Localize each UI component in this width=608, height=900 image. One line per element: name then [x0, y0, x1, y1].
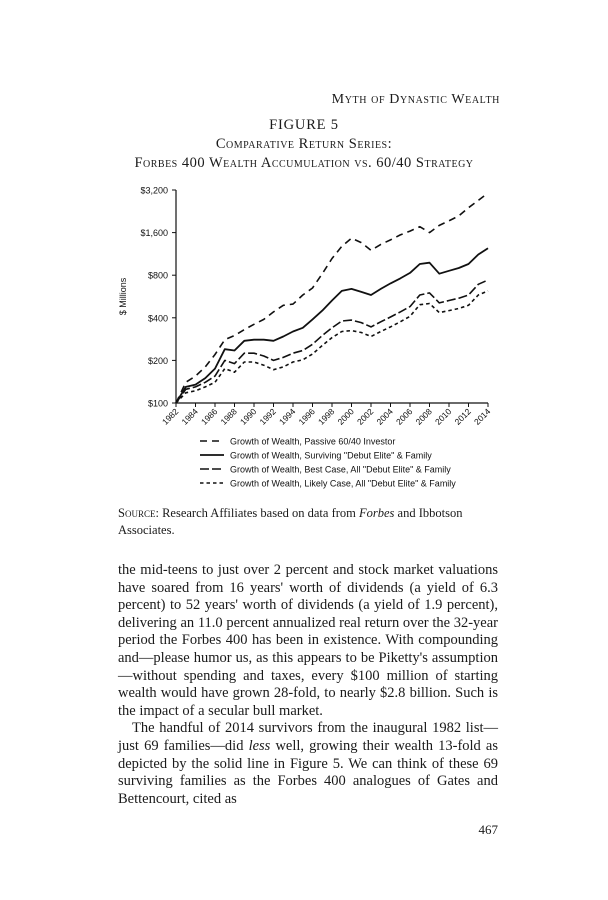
x-tick-label: 2012 [452, 406, 473, 427]
y-tick-label: $100 [147, 398, 168, 409]
x-tick-label: 2002 [354, 406, 376, 427]
figure-title-line-1: Comparative Return Series: [215, 136, 393, 152]
x-tick-label: 1994 [276, 406, 298, 427]
x-tick-label: 2006 [393, 406, 415, 427]
y-tick-label: $3,200 [140, 185, 168, 196]
paragraph-2-text-1: The handful of 2014 survivors from the inaugural 1982 list—just 69 families—did [118, 720, 498, 754]
source-label: Source: [118, 506, 159, 520]
x-tick-label: 1998 [315, 406, 337, 427]
y-axis-title: $ Millions [118, 277, 128, 316]
running-head: Myth of Dynastic Wealth [331, 92, 500, 107]
y-tick-label: $200 [147, 355, 168, 366]
y-tick-label: $400 [147, 313, 168, 324]
x-tick-label: 1990 [237, 406, 259, 427]
legend-label: Growth of Wealth, Passive 60/40 Investor [230, 436, 396, 447]
legend-label: Growth of Wealth, Surviving "Debut Elite" & Family [230, 450, 432, 461]
source-text-2: and Ibbotson Associates. [118, 506, 463, 537]
figure-title-line-2: Forbes 400 Wealth Accumulation vs. 60/40 Strategy [134, 155, 474, 171]
x-tick-label: 1988 [218, 406, 239, 427]
x-tick-label: 2014 [471, 406, 493, 427]
figure-label: FIGURE 5 [269, 117, 339, 133]
paragraph-2 [118, 720, 498, 808]
x-tick-label: 1982 [159, 406, 181, 427]
series-line-4 [176, 291, 488, 403]
paragraph-1: the mid-teens to just over 2 percent and stock market valuations have soared from 16 years' worth of dividends (a yield of 6.3 percent) to 52 years' worth of dividends (a yield of 1.9 percent), delivering an 11.0 percent annualized real return over the 32-year period the Forbes 400 has been in existence. With compounding and—please humor us, as this appears to be Piketty's assumption—without spending and taxes, every $100 million of starting wealth would have grown 28-fold, to nearly $2.8 billion. Such is the impact of a secular bull market. [118, 562, 498, 719]
source-text-1: Research Affiliates based on data from [158, 506, 359, 520]
x-tick-label: 1984 [179, 406, 200, 427]
paragraph-2-text-2: well, growing their wealth 13-fold as depicted by the solid line in Figure 5. We can think of these 69 surviving families as the Forbes 400 analogues of Gates and Bettencourt, cited as [118, 737, 499, 807]
x-axis [160, 403, 493, 427]
page-number: 467 [478, 822, 498, 837]
y-axis [118, 186, 176, 409]
y-tick-label: $800 [147, 270, 168, 281]
legend-label: Growth of Wealth, Likely Case, All "Debut Elite" & Family [230, 478, 456, 489]
y-tick-label: $1,600 [140, 228, 168, 239]
paragraph-2-italic: less [248, 737, 271, 754]
x-tick-label: 1986 [198, 406, 220, 427]
legend-label: Growth of Wealth, Best Case, All "Debut Elite" & Family [230, 464, 451, 475]
series-lines [176, 193, 488, 403]
source-italic: Forbes [359, 506, 395, 520]
x-tick-label: 2010 [432, 406, 454, 427]
x-tick-label: 2004 [374, 406, 395, 427]
legend [200, 436, 456, 488]
x-tick-label: 2008 [413, 406, 434, 427]
x-tick-label: 1992 [257, 406, 278, 427]
figure-source [118, 505, 498, 539]
body-text [118, 562, 498, 808]
x-tick-label: 2000 [335, 406, 356, 427]
x-tick-label: 1996 [296, 406, 317, 427]
series-line-2 [176, 248, 488, 403]
